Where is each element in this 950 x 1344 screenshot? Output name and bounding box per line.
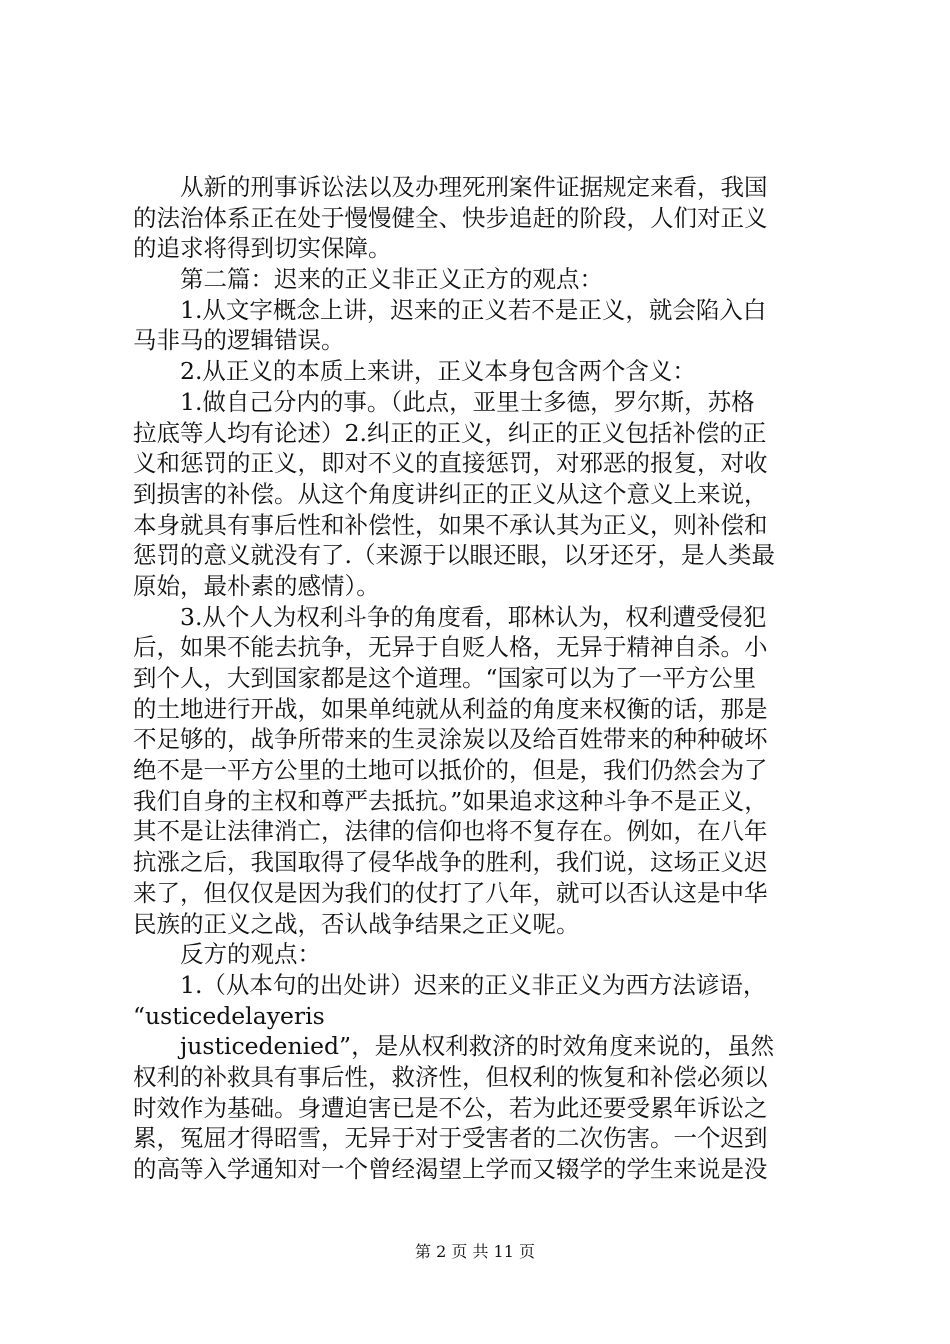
text-line: 从新的刑事诉讼法以及办理死刑案件证据规定来看，我国 [180,173,768,201]
document-body [133,172,833,1185]
text-line: 来了，但仅仅是因为我们的仗打了八年，就可以否认这是中华 [133,878,768,907]
text-line: justicedenied”，是从权利救济的时效角度来说的，虽然 [180,1032,775,1061]
text-line: 绝不是一平方公里的土地可以抵价的，但是，我们仍然会为了 [133,756,768,785]
page-footer: 第 2 页 共 11 页 [415,1242,535,1261]
text-line: 的土地进行开战，如果单纯就从利益的角度来权衡的话，那是 [133,694,768,723]
text-line: 其不是让法律消亡，法律的信仰也将不复存在。例如，在八年 [133,817,768,846]
text-line: 后，如果不能去抗争，无异于自贬人格，无异于精神自杀。小 [133,633,768,662]
text-line: 1.从文字概念上讲，迟来的正义若不是正义，就会陷入白 [180,295,767,324]
text-line: 义和惩罚的正义，即对不义的直接惩罚，对邪恶的报复，对收 [133,449,768,478]
text-line: 原始，最朴素的感情）。 [133,571,380,600]
text-line: 第二篇：迟来的正义非正义正方的观点： [180,265,603,294]
text-line: 的追求将得到切实保障。 [133,234,392,263]
text-line: 1.做自己分内的事。（此点，亚里士多德，罗尔斯，苏格 [180,387,755,416]
text-line: 马非马的逻辑错误。 [133,326,345,355]
text-line: 的法治体系正在处于慢慢健全、快步追赶的阶段，人们对正义 [133,203,768,232]
text-line: 反方的观点： [180,940,321,969]
text-line: 的高等入学通知对一个曾经渴望上学而又辍学的学生来说是没 [133,1155,768,1183]
text-line: 惩罚的意义就没有了.（来源于以眼还眼，以牙还牙，是人类最 [133,541,775,570]
text-line: 拉底等人均有论述）2.纠正的正义，纠正的正义包括补偿的正 [133,418,767,447]
text-line: 3.从个人为权利斗争的角度看，耶林认为，权利遭受侵犯 [180,602,767,631]
text-line: 民族的正义之战，否认战争结果之正义呢。 [133,909,580,938]
text-line: 抗涨之后，我国取得了侵华战争的胜利，我们说，这场正义迟 [133,848,768,877]
text-line: 我们自身的主权和尊严去抵抗。”如果追求这种斗争不是正义， [133,786,768,815]
text-line: 不足够的，战争所带来的生灵涂炭以及给百姓带来的种种破坏 [133,725,768,754]
text-line: 时效作为基础。身遭迫害已是不公，若为此还要受累年诉讼之 [133,1093,768,1122]
text-line: 本身就具有事后性和补偿性，如果不承认其为正义，则补偿和 [133,510,768,539]
text-line: 累，冤屈才得昭雪，无异于对于受害者的二次伤害。一个迟到 [133,1124,768,1153]
text-line: 权利的补救具有事后性，救济性，但权利的恢复和补偿必须以 [133,1062,768,1091]
text-line: 1.（从本句的出处讲）迟来的正义非正义为西方法谚语， [180,970,767,999]
text-line: 到个人，大到国家都是这个道理。“国家可以为了一平方公里 [133,664,757,692]
text-line: 2.从正义的本质上来讲，正义本身包含两个含义： [180,357,696,386]
text-line: 到损害的补偿。从这个角度讲纠正的正义从这个意义上来说， [133,479,768,508]
text-line: “usticedelayeris [133,1001,325,1030]
